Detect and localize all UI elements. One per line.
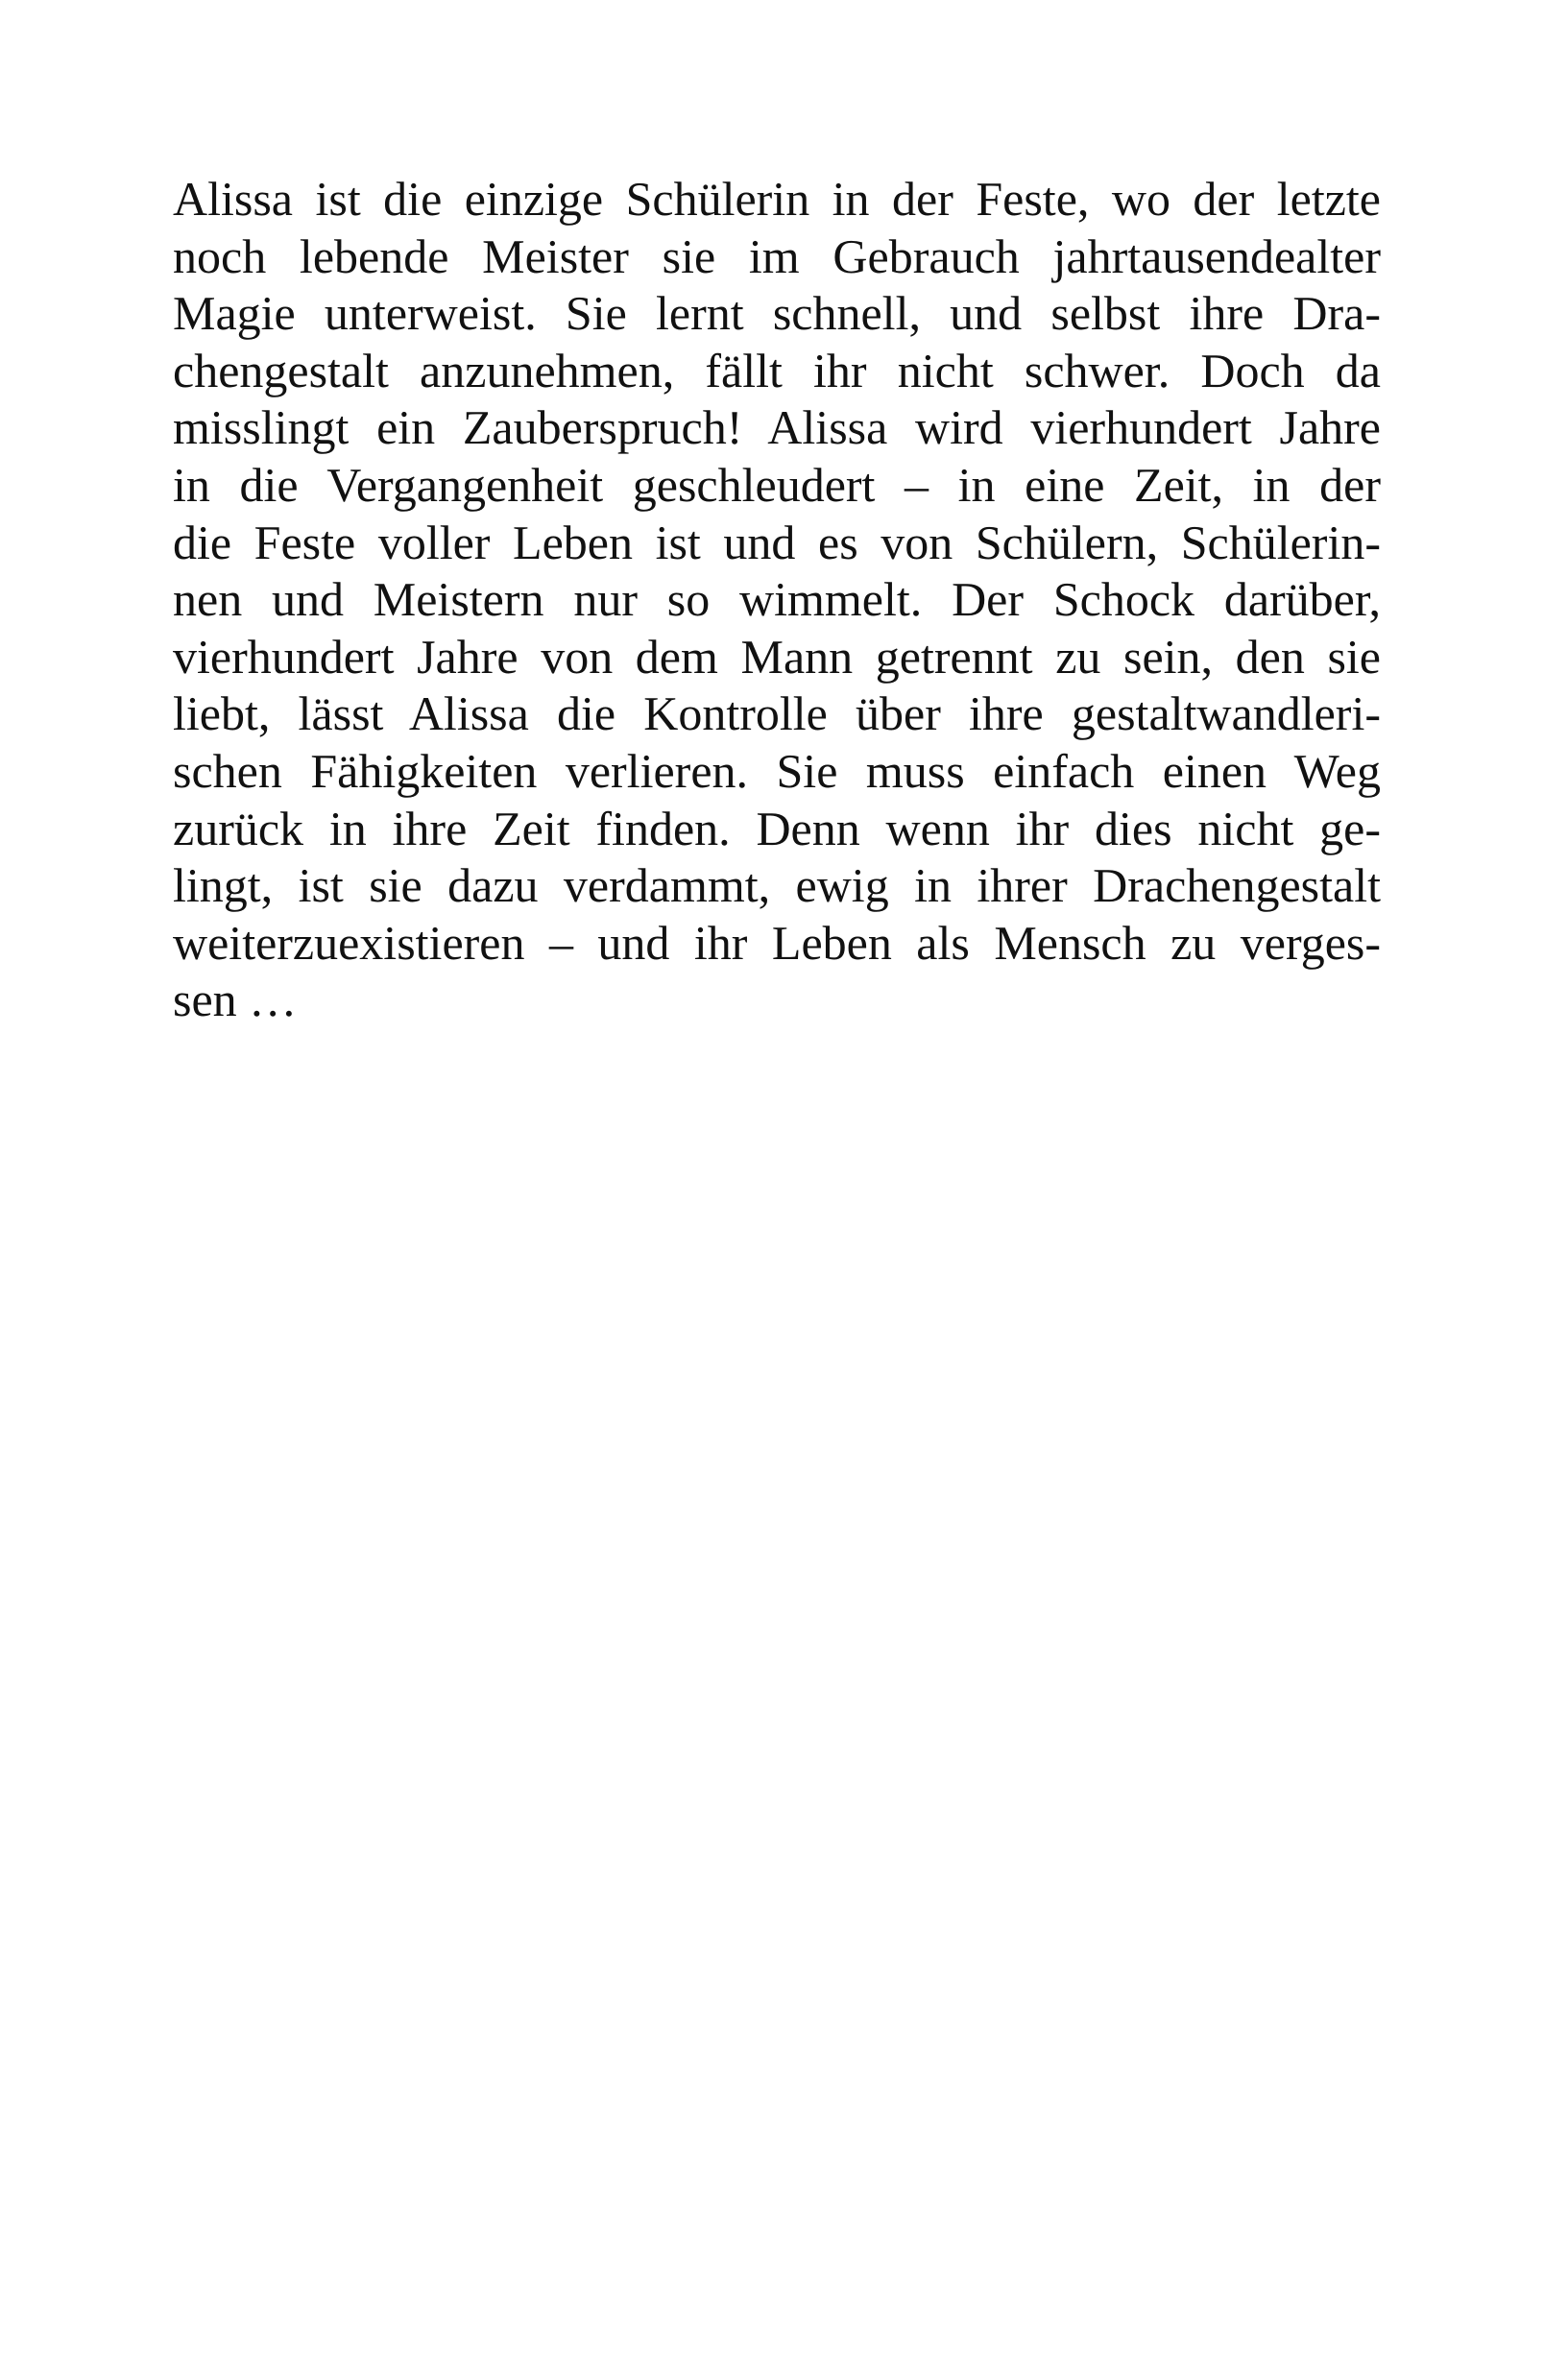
blurb-line: Magie unterweist. Sie lernt schnell, und selbst ihre Dra- — [173, 286, 1381, 341]
blurb-line: weiterzuexistieren – und ihr Leben als Mensch zu verges- — [173, 915, 1381, 970]
blurb-line: liebt, lässt Alissa die Kontrolle über ihre gestaltwandleri- — [173, 686, 1381, 741]
blurb-paragraph — [173, 171, 1381, 1029]
blurb-line: zurück in ihre Zeit finden. Denn wenn ihr dies nicht ge- — [173, 801, 1381, 855]
blurb-line: nen und Meistern nur so wimmelt. Der Schock darüber, — [173, 572, 1381, 627]
blurb-line: in die Vergangenheit geschleudert – in eine Zeit, in der — [173, 457, 1381, 512]
blurb-line-last: sen … — [173, 973, 298, 1027]
blurb-line: schen Fähigkeiten verlieren. Sie muss einfach einen Weg — [173, 743, 1381, 798]
blurb-line: noch lebende Meister sie im Gebrauch jahrtausendealter — [173, 228, 1381, 283]
blurb-line: vierhundert Jahre von dem Mann getrennt zu sein, den sie — [173, 629, 1381, 684]
blurb-line: misslingt ein Zauberspruch! Alissa wird vierhundert Jahre — [173, 400, 1381, 455]
blurb-line: Alissa ist die einzige Schülerin in der Feste, wo der letzte — [173, 172, 1381, 226]
blurb-line: die Feste voller Leben ist und es von Schülern, Schülerin- — [173, 515, 1381, 569]
blurb-line: chengestalt anzunehmen, fällt ihr nicht schwer. Doch da — [173, 343, 1381, 397]
blurb-line: lingt, ist sie dazu verdammt, ewig in ihrer Drachengestalt — [173, 858, 1381, 913]
